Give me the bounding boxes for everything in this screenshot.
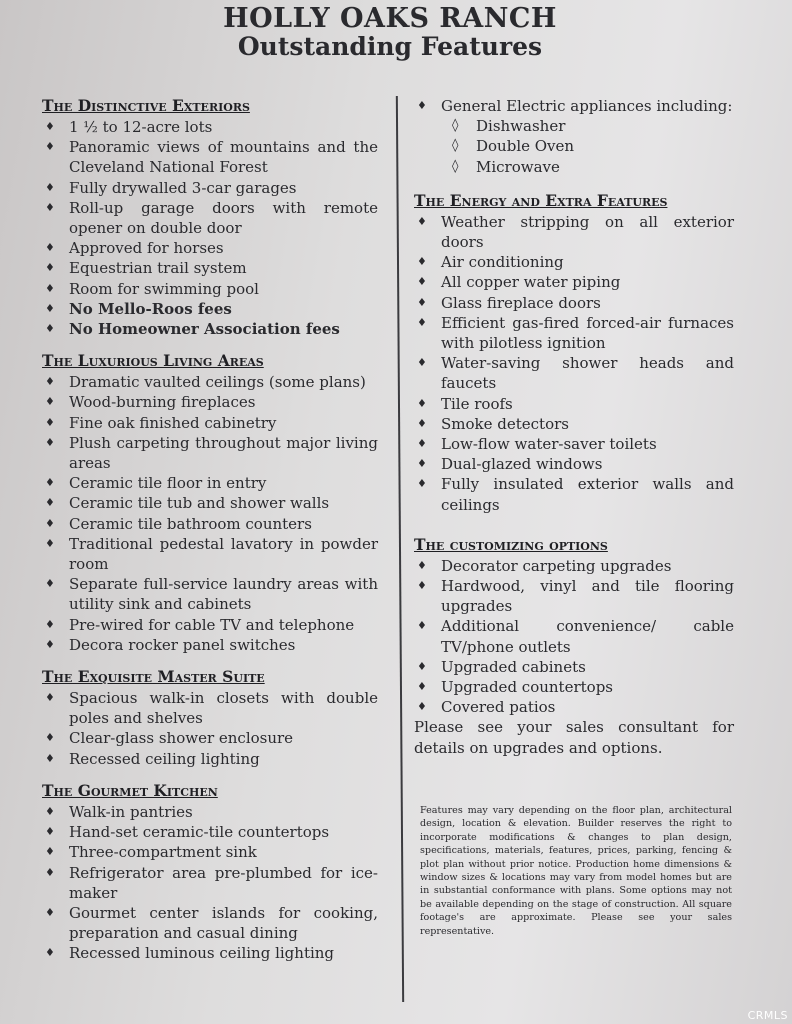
list-item: ♦ Clear-glass shower enclosure xyxy=(42,728,378,748)
list-item: ♦ Water-saving shower heads and faucets xyxy=(414,353,734,393)
disclaimer-text: Features may vary depending on the floor plan, architectural design, location & elevation. Builder reserves the right to incorporate modifications & changes to plan design, specifications, materials, features, prices, parking, fencing & plot plan without prior notice. Production home dimensions & window sizes & locations may vary from model homes but are in substantial conformance with plans. Some options may not be available depending on the stage of construction. All square footage's are approximate. Please see your sales representative. xyxy=(420,805,732,937)
list-item: ♦ No Mello-Roos fees xyxy=(42,299,378,319)
sub-list-item: ◊ Dishwasher xyxy=(414,116,734,136)
right-column xyxy=(414,96,734,770)
list-item: ♦ Ceramic tile floor in entry xyxy=(42,473,378,493)
list-item: ♦ Air conditioning xyxy=(414,252,734,272)
sub-list-item: ◊ Double Oven xyxy=(414,136,734,156)
list-item: ♦ Approved for horses xyxy=(42,238,378,258)
list-item: ♦ Refrigerator area pre-plumbed for ice-maker xyxy=(42,863,378,903)
list-item: ♦ Fully drywalled 3-car garages xyxy=(42,178,378,198)
list-item: ♦ Additional convenience/ cable TV/phone outlets xyxy=(414,616,734,656)
list-item: ♦ Fine oak finished cabinetry xyxy=(42,413,378,433)
page-title: HOLLY OAKS RANCH xyxy=(223,3,557,34)
section-heading: The Energy and Extra Features xyxy=(414,190,668,210)
list-item: ♦ Weather stripping on all exterior doors xyxy=(414,212,734,252)
list-item: ♦ Covered patios xyxy=(414,697,734,717)
section-heading: The Gourmet Kitchen xyxy=(42,780,218,800)
list-item: ♦ Gourmet center islands for cooking, preparation and casual dining xyxy=(42,903,378,943)
list-item: ♦ Walk-in pantries xyxy=(42,802,378,822)
list-item: ♦ Decora rocker panel switches xyxy=(42,635,378,655)
list-item: ♦ Three-compartment sink xyxy=(42,842,378,862)
list-item: ♦ 1 ½ to 12-acre lots xyxy=(42,117,378,137)
list-item: ♦ Roll-up garage doors with remote opener on double door xyxy=(42,198,378,238)
list-item: ♦ Hand-set ceramic-tile countertops xyxy=(42,822,378,842)
section-energy xyxy=(414,191,734,515)
section-heading: The customizing options xyxy=(414,534,608,554)
list-item: ♦ Equestrian trail system xyxy=(42,258,378,278)
list-item: ♦ Separate full-service laundry areas with utility sink and cabinets xyxy=(42,574,378,614)
list-item: ♦ General Electric appliances including: xyxy=(414,96,734,116)
section-heading: The Exquisite Master Suite xyxy=(42,667,265,687)
list-item: ♦ Recessed ceiling lighting xyxy=(42,749,378,769)
options-note: Please see your sales consultant for details on upgrades and options. xyxy=(414,718,734,757)
list-item: ♦ Traditional pedestal lavatory in powder room xyxy=(42,534,378,574)
column-divider xyxy=(396,96,404,1002)
list-item: ♦ Plush carpeting throughout major living areas xyxy=(42,433,378,473)
list-item: ♦ Dual-glazed windows xyxy=(414,454,734,474)
section-heading: The Luxurious Living Areas xyxy=(42,351,264,371)
section-heading: The Distinctive Exteriors xyxy=(42,96,250,115)
list-item: ♦ Ceramic tile tub and shower walls xyxy=(42,493,378,513)
list-item: ♦ Wood-burning fireplaces xyxy=(42,392,378,412)
sub-list-item: ◊ Microwave xyxy=(414,157,734,177)
section-master-suite xyxy=(42,667,378,769)
list-item: ♦ Pre-wired for cable TV and telephone xyxy=(42,615,378,635)
section-appliances xyxy=(414,96,734,177)
left-column xyxy=(42,96,378,976)
list-item: ♦ Ceramic tile bathroom counters xyxy=(42,514,378,534)
list-item: ♦ Dramatic vaulted ceilings (some plans) xyxy=(42,372,378,392)
section-living-areas xyxy=(42,351,378,655)
list-item: ♦ Smoke detectors xyxy=(414,414,734,434)
list-item: ♦ Glass fireplace doors xyxy=(414,293,734,313)
list-item: ♦ Room for swimming pool xyxy=(42,279,378,299)
list-item: ♦ No Homeowner Association fees xyxy=(42,319,378,339)
section-kitchen xyxy=(42,781,378,964)
watermark: CRMLS xyxy=(747,1009,788,1022)
list-item: ♦ Low-flow water-saver toilets xyxy=(414,434,734,454)
section-exteriors xyxy=(42,96,378,339)
list-item: ♦ Fully insulated exterior walls and ceilings xyxy=(414,474,734,514)
list-item: ♦ Efficient gas-fired forced-air furnaces with pilotless ignition xyxy=(414,313,734,353)
list-item: ♦ Decorator carpeting upgrades xyxy=(414,556,734,576)
section-customizing-options xyxy=(414,535,734,759)
list-item: ♦ All copper water piping xyxy=(414,272,734,292)
list-item: ♦ Panoramic views of mountains and the Cleveland National Forest xyxy=(42,137,378,177)
list-item: ♦ Upgraded countertops xyxy=(414,677,734,697)
document-title xyxy=(0,4,780,60)
list-item: ♦ Recessed luminous ceiling lighting xyxy=(42,943,378,963)
page-subtitle: Outstanding Features xyxy=(237,32,543,62)
list-item: ♦ Spacious walk-in closets with double poles and shelves xyxy=(42,688,378,728)
list-item: ♦ Upgraded cabinets xyxy=(414,657,734,677)
list-item: ♦ Tile roofs xyxy=(414,394,734,414)
list-item: ♦ Hardwood, vinyl and tile flooring upgrades xyxy=(414,576,734,616)
